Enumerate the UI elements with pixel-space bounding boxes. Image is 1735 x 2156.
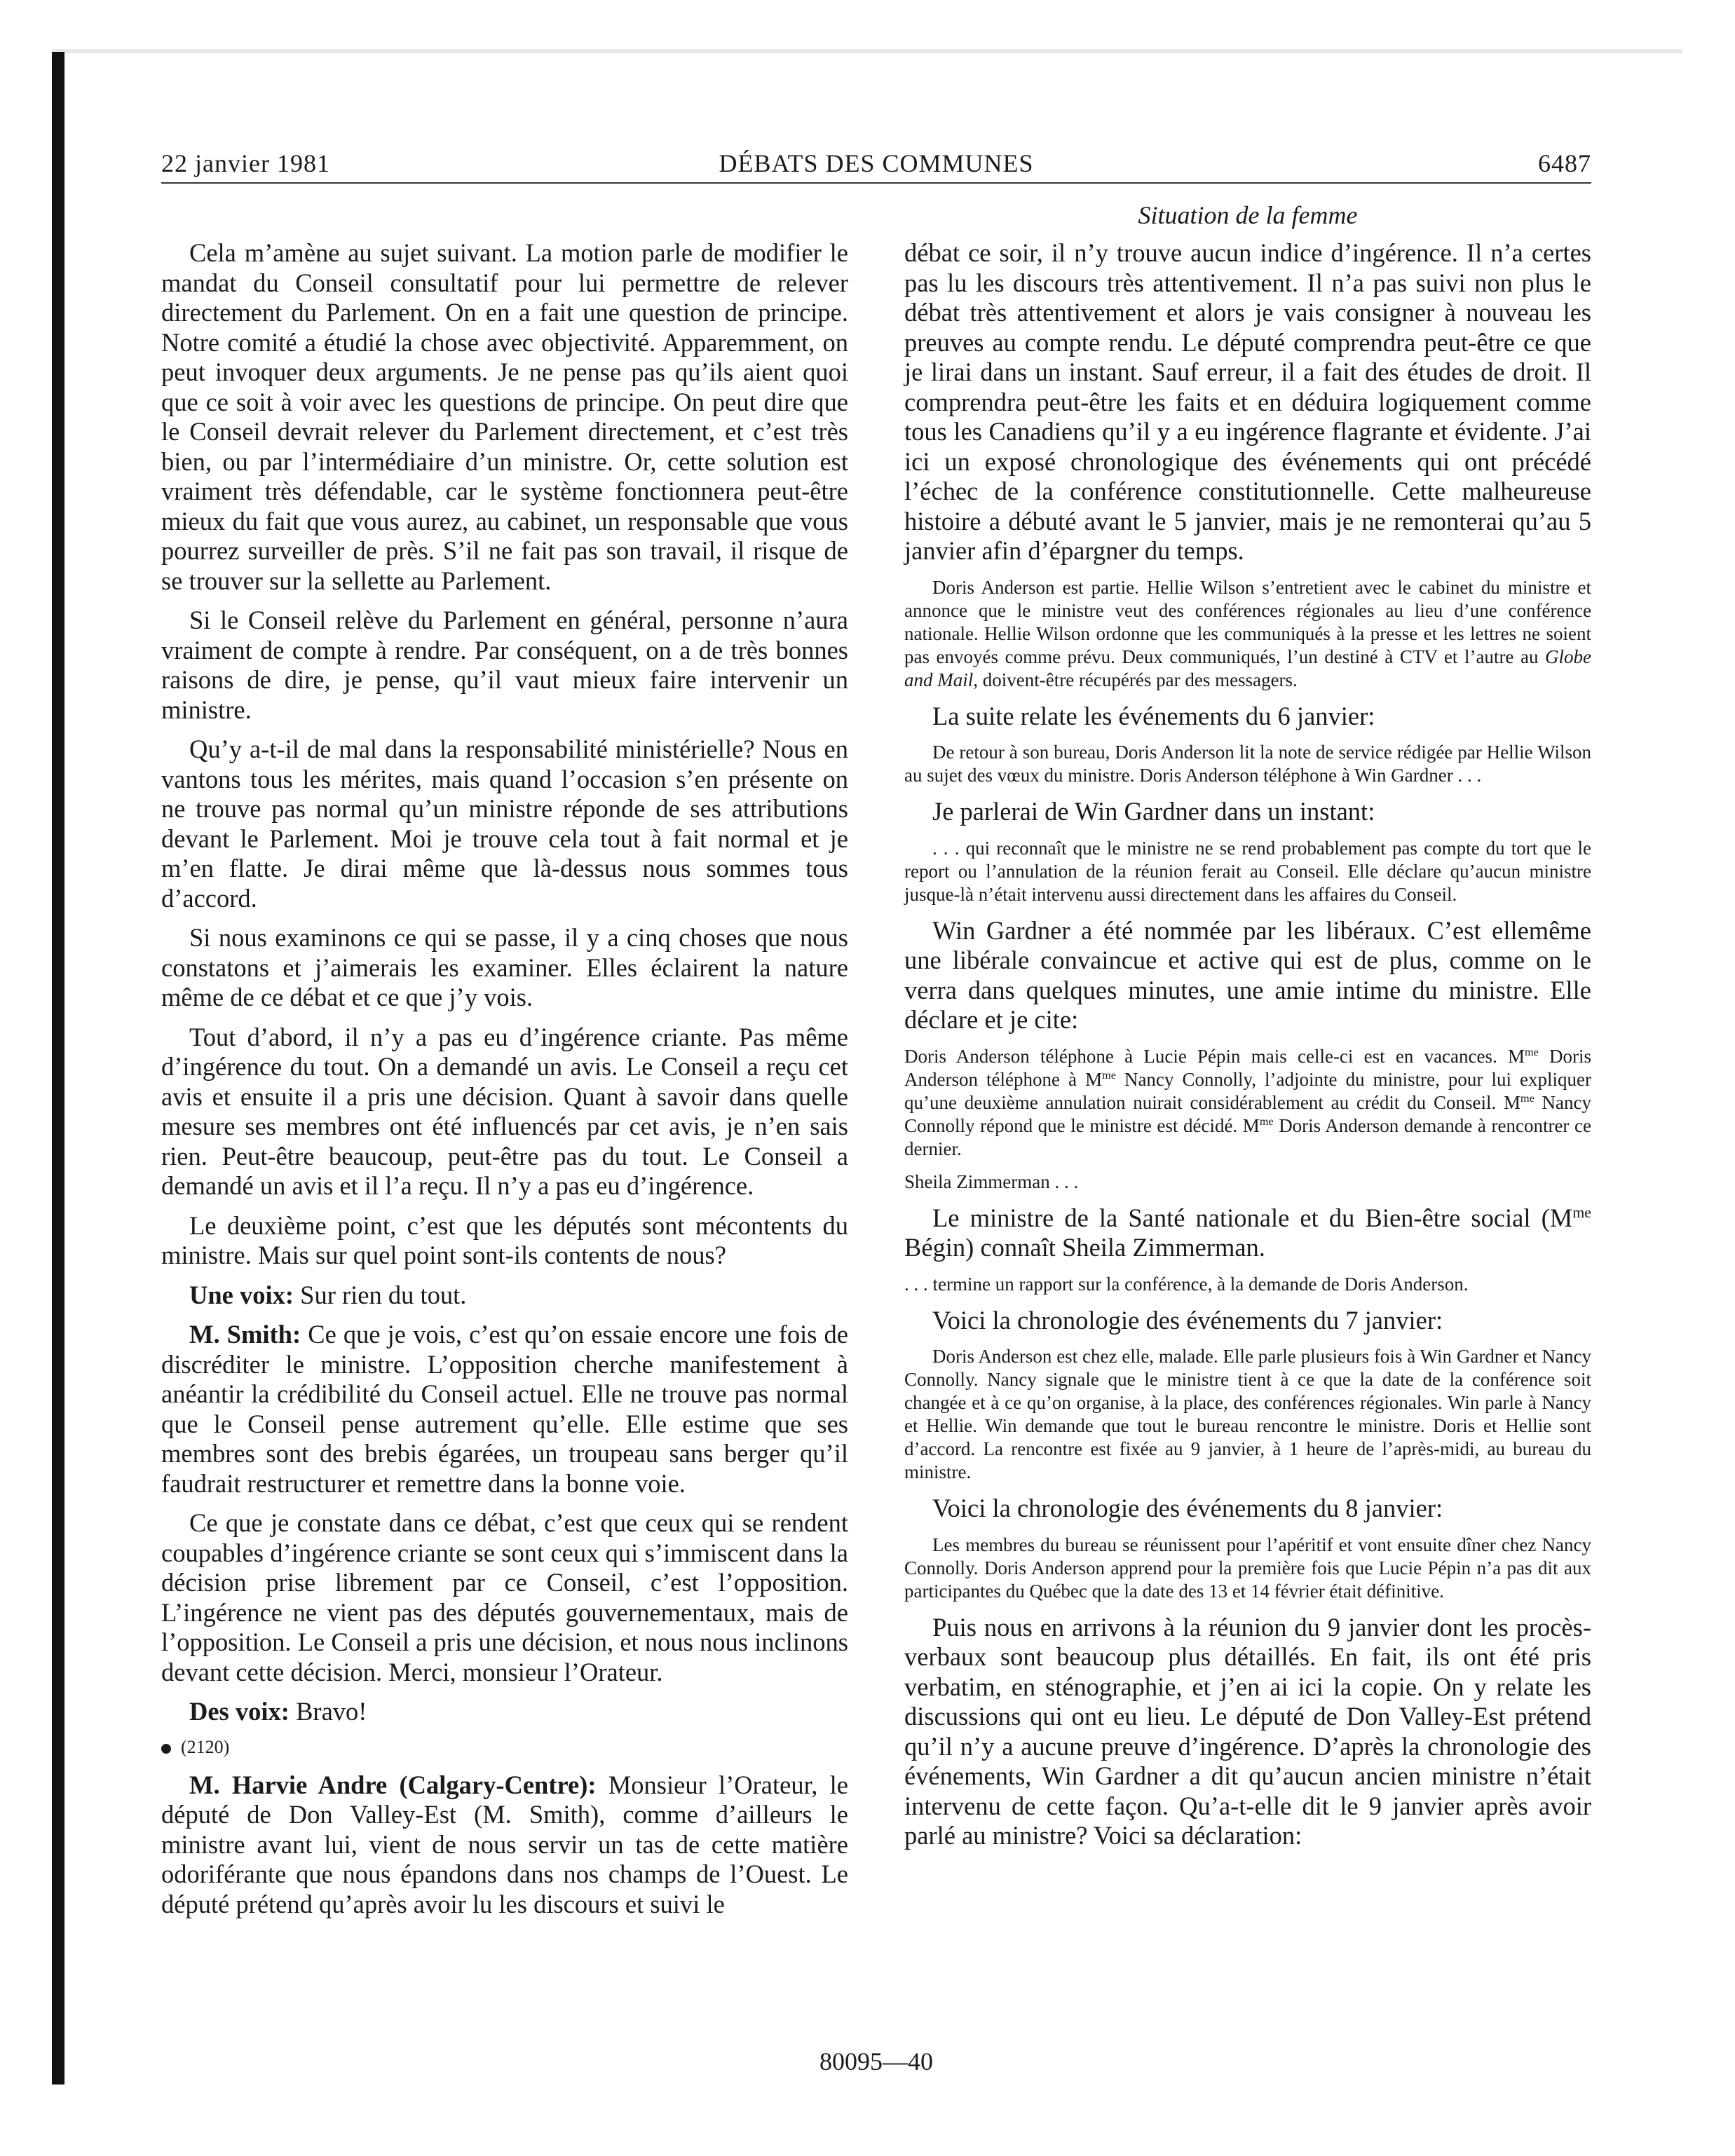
header-page-number: 6487 [1538, 149, 1591, 177]
paragraph: Ce que je constate dans ce débat, c’est que ceux qui se rendent coupables d’ingérence criante se sont ceux qui s’immiscent dans la décision prise librement par ce Conseil, c’est l’opposition. L’ingérence ne vient pas des députés gouvernementaux, mais de l’opposition. Le Conseil a pris une décision, et nous nous inclinons devant cette décision. Merci, monsieur l’Orateur. [161, 1508, 848, 1686]
paragraph [904, 1203, 1591, 1263]
paragraph: Si le Conseil relève du Parlement en général, personne n’aura vraiment de compte à rendre. Par conséquent, on a de très bonnes raisons de dire, je pense, qu’il vaut mieux faire intervenir un ministre. [161, 606, 848, 724]
paragraph: Tout d’abord, il n’y a pas eu d’ingérence criante. Pas même d’ingérence du tout. On a demandé un avis. Le Conseil a reçu cet avis et ensuite il a pris une décision. Quant à savoir dans quelle mesure ses membres ont été influencés par cet avis, je n’en sais rien. Peut-être beaucoup, peut-être pas du tout. Le Conseil a demandé un avis et il l’a reçu. Il n’y a pas eu d’ingérence. [161, 1022, 848, 1200]
speaker-name: Une voix: [189, 1280, 294, 1309]
paragraph: Voici la chronologie des événements du 8 janvier: [932, 1494, 1443, 1522]
quotation: Doris Anderson est chez elle, malade. Elle parle plusieurs fois à Win Gardner et Nancy Connolly. Nancy signale que le ministre tient à ce que la date de la conférence soit changée et à ce qu’on organise, à la place, des conférences régionales. Win parle à Nancy et Hellie. Win demande que tout le bureau rencontre le ministre. Doris et Hellie sont d’accord. La rencontre est fixée au 9 janvier, à 1 heure de l’après-midi, au bureau du ministre. [904, 1346, 1591, 1482]
paragraph: Win Gardner a été nommée par les libéraux. C’est ellemême une libérale convaincue et active qui est de plus, comme on le verra dans quelques minutes, une amie intime du ministre. Elle déclare et je cite: [904, 915, 1591, 1034]
superscript: me [1524, 1045, 1539, 1058]
speech-text: Sur rien du tout. [300, 1280, 467, 1309]
speaker-name: Des voix: [189, 1697, 290, 1726]
right-column [904, 238, 1591, 1861]
paragraph: La suite relate les événements du 6 janvier: [932, 701, 1375, 730]
quote-text: Doris Anderson téléphone à M [904, 1045, 1591, 1090]
left-column [161, 238, 848, 1929]
speech-text: Bravo! [296, 1697, 367, 1726]
quote-text: Doris Anderson téléphone à Lucie Pépin mais celle-ci est en vacances. M [904, 1045, 1525, 1067]
header-title: DÉBATS DES COMMUNES [719, 149, 1034, 177]
quote-text: , doivent-être récupérés par des messagers. [973, 669, 1298, 690]
superscript: me [1259, 1114, 1274, 1128]
quotation: Sheila Zimmerman . . . [904, 1171, 1079, 1192]
quote-text: Doris Anderson est partie. Hellie Wilson s’entretient avec le cabinet du ministre et annonce que le ministre veut des conférences régionales au lieu d’une conférence nationale. Hellie Wilson ordonne que les communiqués à la presse et les lettres ne soient pas envoyés comme prévu. Deux communiqués, l’un destiné à CTV et l’autre au [904, 576, 1591, 667]
quote-italic: Globe and Mail [904, 646, 1591, 690]
scan-binding-edge [52, 52, 64, 2085]
speech-smith [161, 1320, 848, 1499]
time-marker [161, 1737, 848, 1758]
paragraph: débat ce soir, il n’y trouve aucun indice d’ingérence. Il n’a certes pas lu les discours très attentivement. Il n’a pas suivi non plus le débat très attentivement et alors je vais consigner à nouveau les preuves au compte rendu. Le député comprendra peut-être ce que je lirai dans un instant. Sauf erreur, il a fait des études de droit. Il comprendra peut-être les faits et en déduira logiquement comme tous les Canadiens qu’il y a eu ingérence flagrante et évidente. J’ai ici un exposé chronologique des événements qui ont précédé l’échec de la conférence constitutionnelle. Cette malheureuse histoire a débuté avant le 5 janvier, mais je ne remonterai qu’au 5 janvier afin d’épargner du temps. [904, 238, 1591, 565]
speech-andre [161, 1770, 848, 1920]
speech-text: Monsieur l’Orateur, le député de Don Valley-Est (M. Smith), comme d’ailleurs le ministre avant lui, vient de nous servir un tas de cette matière odoriférante que nous épandons dans nos champs de l’Ouest. Le député prétend qu’après avoir lu les discours et suivi le [161, 1770, 848, 1918]
paragraph: Le deuxième point, c’est que les députés sont mécontents du ministre. Mais sur quel point sont-ils contents de nous? [161, 1210, 848, 1269]
time-marker-text: (2120) [181, 1736, 230, 1757]
quotation: . . . qui reconnaît que le ministre ne se rend probablement pas compte du tort que le report ou l’annulation de la réunion ferait au Conseil. Elle déclare qu’aucun ministre jusque-là n’était intervenu aussi directement dans les affaires du Conseil. [904, 837, 1591, 905]
superscript: me [1572, 1203, 1591, 1221]
paragraph: Qu’y a-t-il de mal dans la responsabilité ministérielle? Nous en vantons tous les mérites, mais quand l’occasion s’en présente on ne trouve pas normal qu’un ministre réponde de ses attributions devant le Parlement. Moi je trouve cela tout à fait normal et je m’en flatte. Je dirai même que là-dessus nous sommes tous d’accord. [161, 735, 848, 913]
footer-code: 80095—40 [819, 2047, 933, 2075]
speaker-name: M. Harvie Andre (Calgary-Centre): [189, 1770, 597, 1799]
section-title: Situation de la femme [1138, 201, 1358, 229]
paragraph: Si nous examinons ce qui se passe, il y a cinq choses que nous constatons et j’aimerais les examiner. Elles éclairent la nature même de ce débat et ce que j’y vois. [161, 923, 848, 1011]
paragraph-text: Bégin) connaît Sheila Zimmerman. [904, 1233, 1265, 1262]
quotation: De retour à son bureau, Doris Anderson lit la note de service rédigée par Hellie Wilson au sujet des vœux du ministre. Doris Anderson téléphone à Win Gardner . . . [904, 742, 1591, 786]
running-header [161, 140, 1591, 184]
quote-text: Nancy Connolly, l’adjointe du ministre, pour lui expliquer qu’une deuxième annulation nuirait considérablement au crédit du Conseil. M [904, 1068, 1591, 1113]
superscript: me [1520, 1091, 1535, 1105]
quotation: Les membres du bureau se réunissent pour l’apéritif et vont ensuite dîner chez Nancy Connolly. Doris Anderson apprend pour la première fois que Lucie Pépin n’a pas dit aux participantes du Québec que la date des 13 et 14 février était définitive. [904, 1534, 1591, 1602]
paragraph: Puis nous en arrivons à la réunion du 9 janvier dont les procès-verbaux sont beaucoup plus détaillés. En fait, ils ont été pris verbatim, en sténographie, et j’en ai ici la copie. On y relate les discussions qui ont eu lieu. Le député de Don Valley-Est prétend qu’il n’y a aucune preuve d’ingérence. D’après la chronologie des événements, Win Gardner a dit qu’aucun ancien ministre n’était intervenu de cette façon. Qu’a-t-elle dit le 9 janvier après avoir parlé au ministre? Voici sa déclaration: [904, 1612, 1591, 1850]
paragraph: Voici la chronologie des événements du 7 janvier: [932, 1305, 1443, 1335]
paragraph-text: Le ministre de la Santé nationale et du Bien-être social (M [932, 1203, 1573, 1232]
speech-text: Ce que je vois, c’est qu’on essaie encore une fois de discréditer le ministre. L’opposition cherche manifestement à anéantir la crédibilité du Conseil actuel. Elle ne trouve pas normal que le Conseil pense autrement qu’elle. Elle estime que ses membres sont des brebis égarées, un troupeau sans berger qu’il faudrait restructurer et remettre dans la bonne voie. [161, 1320, 849, 1498]
quote-text: Doris Anderson demande à rencontrer ce dernier. [904, 1114, 1591, 1159]
quotation: . . . termine un rapport sur la conférence, à la demande de Doris Anderson. [904, 1273, 1469, 1295]
speech-voices [161, 1697, 848, 1727]
page [161, 140, 1592, 2075]
scan-top-edge [52, 49, 1682, 53]
header-date: 22 janvier 1981 [161, 149, 330, 177]
quotation [904, 576, 1591, 692]
superscript: me [1102, 1068, 1116, 1082]
speech-voice [161, 1281, 848, 1311]
quote-text: Nancy Connolly répond que le ministre est décidé. M [904, 1091, 1592, 1136]
bullet-icon [161, 1744, 171, 1754]
quotation [904, 1045, 1591, 1161]
speaker-name: M. Smith: [189, 1320, 301, 1349]
paragraph: Je parlerai de Win Gardner dans un instant: [932, 797, 1375, 826]
paragraph: Cela m’amène au sujet suivant. La motion parle de modifier le mandat du Conseil consultatif pour lui permettre de relever directement du Parlement. On en a fait une question de principe. Notre comité a étudié la chose avec objectivité. Apparemment, on peut invoquer deux arguments. Je ne pense pas qu’ils aient quoi que ce soit à voir avec les questions de principe. On peut dire que le Conseil devrait relever du Parlement directement, et c’est très bien, ou par l’intermédiaire d’un ministre. Or, cette solution est vraiment très défendable, car le système fonctionnera peut-être mieux du fait que vous aurez, au cabinet, un responsable que vous pourrez surveiller de près. S’il ne fait pas son travail, il risque de se trouver sur la sellette au Parlement. [161, 238, 848, 595]
